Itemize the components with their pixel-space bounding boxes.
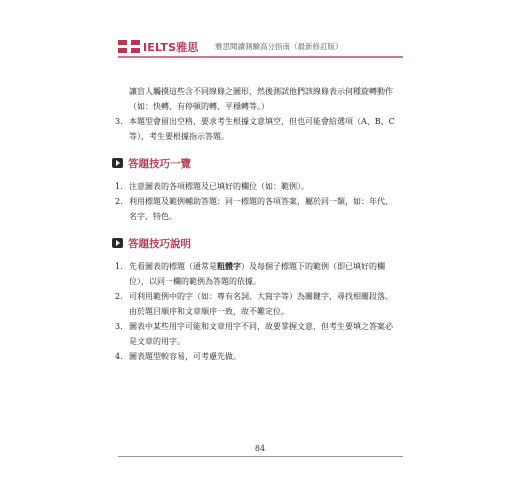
arrow-bullet-icon [112, 158, 123, 168]
item-number: 3. [115, 117, 123, 126]
item-line: 圖表中某些用字可能和文章用字不同，故要掌握文意，但考生要填之答案必 [129, 322, 393, 331]
arrow-bullet-icon [112, 238, 123, 248]
item-number: 2. [115, 197, 123, 206]
item-line: 名字、特色。 [129, 212, 177, 221]
text-run: ）及每個子標題下的範例（即已填好的欄 [241, 262, 385, 271]
item-line: 等），考生要根據指示答題。 [129, 132, 229, 141]
header-divider [118, 56, 403, 58]
item-line: 圖表題型較容易，可考慮先做。 [129, 352, 241, 361]
list-item [115, 194, 405, 224]
item-line: 可利用範例中的字（如：專有名詞、大寫字等）為關鍵字，尋找相關段落。 [129, 292, 393, 301]
page-header [118, 40, 440, 52]
book-title: 雅思閱讀測驗高分指南（最新修訂版） [215, 42, 343, 51]
section-heading-explanation [112, 236, 405, 250]
item-line: 由於題目順序和文章順序一致，故不難定位。 [129, 307, 289, 316]
item-line: 利用標題及範例輔助答題：同一標題的各項答案，屬於同一類，如：年代、 [129, 197, 393, 206]
item-number: 4. [115, 352, 123, 361]
intro-line-2: （如：快轉、有停頓的轉、平穩轉等。） [129, 102, 269, 111]
footer-divider [118, 456, 403, 457]
list-item [115, 319, 405, 349]
intro-line-1: 讓盲人觸摸這些含不同線條之圖形，然後測試他們該線條表示何種旋轉動作 [129, 87, 393, 96]
section-heading-overview [112, 156, 405, 170]
item-line: 注意圖表的各項標題及已填好的欄位（如：範例）。 [129, 182, 309, 191]
page-number: 84 [254, 444, 266, 453]
list-item [115, 259, 405, 289]
item-line [129, 259, 405, 274]
text-run: 先看圖表的標題（通常是 [129, 262, 217, 271]
item-number: 2. [115, 292, 123, 301]
list-item [115, 289, 405, 319]
list-item [115, 349, 405, 364]
item-line: 本題型會留出空格，要求考生根據文意填空，但也可能會給選項（A、B、C [129, 117, 395, 126]
item-line: 位），以同一欄的範例為答題的依據。 [129, 277, 261, 286]
page-content [115, 84, 405, 364]
item-line: 是文章的用字。 [129, 337, 185, 346]
list-item [115, 114, 405, 144]
section-title: 答題技巧說明 [128, 237, 191, 250]
item-number: 3. [115, 322, 123, 331]
section-title: 答題技巧一覽 [128, 157, 191, 170]
brand-logo-text: IELTS雅思 [143, 41, 199, 54]
list-item [115, 179, 405, 194]
bold-text-run: 粗體字 [217, 261, 241, 271]
item-number: 1. [115, 182, 123, 191]
union-jack-flag-icon [118, 40, 140, 53]
item-number: 1. [115, 262, 123, 271]
